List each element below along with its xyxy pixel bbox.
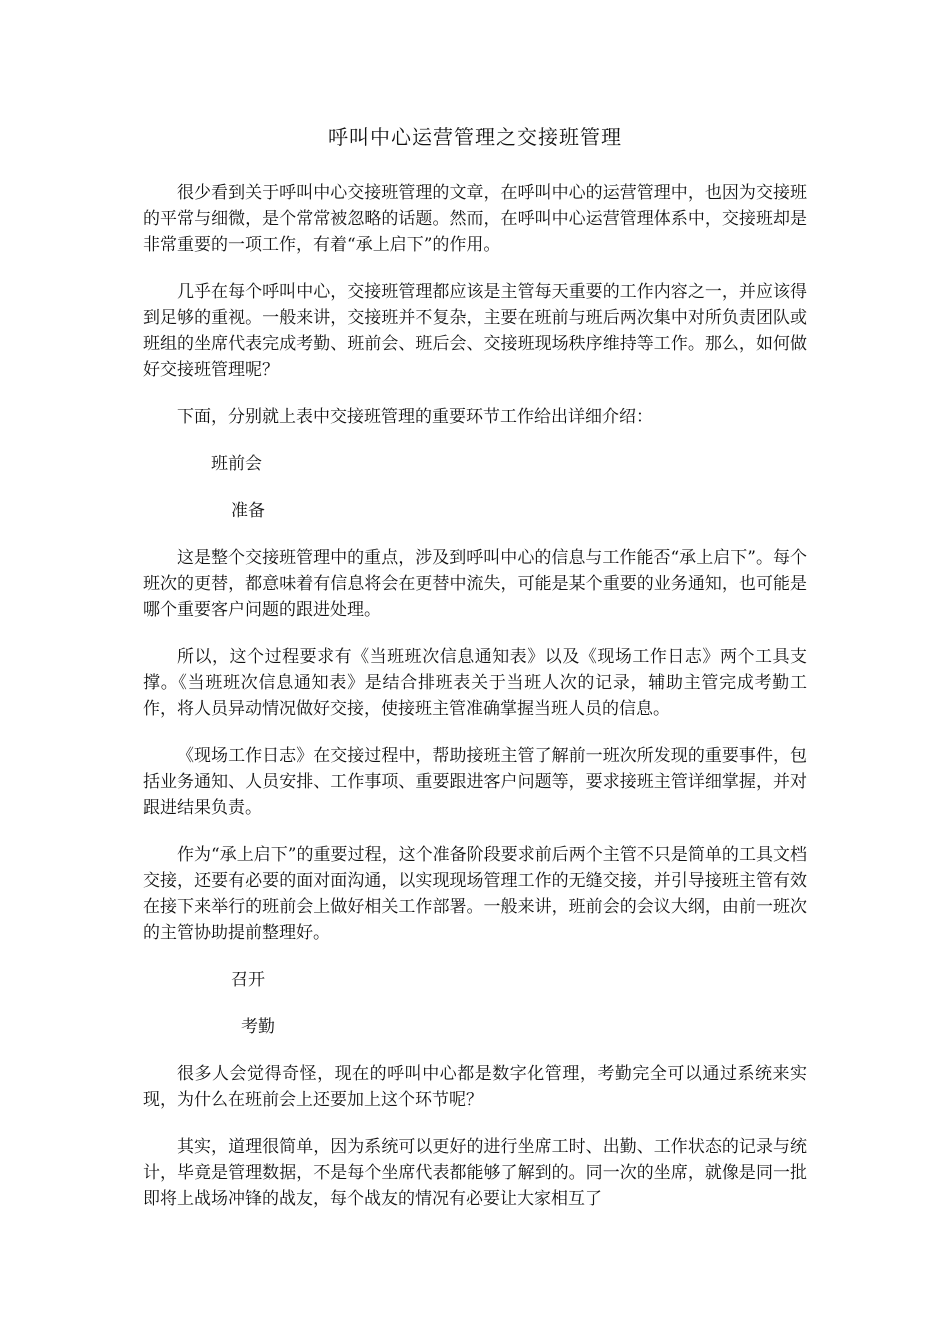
- paragraph-intro: 很少看到关于呼叫中心交接班管理的文章，在呼叫中心的运营管理中，也因为交接班的平常与细微，是个常常被忽略的话题。然而，在呼叫中心运营管理体系中，交接班却是非常重要的一项工作，有着“承上启下”的作用。: [143, 183, 807, 255]
- paragraph-tools: 所以，这个过程要求有《当班班次信息通知表》以及《现场工作日志》两个工具支撑。《当班班次信息通知表》是结合排班表关于当班人次的记录，辅助主管完成考勤工作，将人员异动情况做好交接，使接班主管准确掌握当班人员的信息。: [143, 647, 807, 719]
- heading-banqianhui: 班前会: [211, 454, 262, 474]
- paragraph-attendance-reason: 其实，道理很简单，因为系统可以更好的进行坐席工时、出勤、工作状态的记录与统计，毕竟是管理数据，不是每个坐席代表都能够了解到的。同一次的坐席，就像是同一批即将上战场冲锋的战友，每个战友的情况有必要让大家相互了: [143, 1137, 807, 1209]
- document-body: [143, 180, 807, 1233]
- paragraph-preparation: 这是整个交接班管理中的重点，涉及到呼叫中心的信息与工作能否“承上启下”。每个班次的更替，都意味着有信息将会在更替中流失，可能是某个重要的业务通知，也可能是哪个重要客户问题的跟进处理。: [143, 548, 807, 620]
- paragraph-worklog: 《现场工作日志》在交接过程中，帮助接班主管了解前一班次所发现的重要事件，包括业务通知、人员安排、工作事项、重要跟进客户问题等，要求接班主管详细掌握，并对跟进结果负责。: [143, 746, 807, 818]
- heading-zhunbei: 准备: [231, 501, 265, 521]
- paragraph-attendance-question: 很多人会觉得奇怪，现在的呼叫中心都是数字化管理，考勤完全可以通过系统来实现，为什么在班前会上还要加上这个环节呢？: [143, 1064, 807, 1110]
- paragraph-overview: 下面，分别就上表中交接班管理的重要环节工作给出详细介绍：: [177, 407, 653, 427]
- paragraph-handover: 作为“承上启下”的重要过程，这个准备阶段要求前后两个主管不只是简单的工具文档交接，还要有必要的面对面沟通，以实现现场管理工作的无缝交接，并引导接班主管有效在接下来举行的班前会上做好相关工作部署。一般来讲，班前会的会议大纲，由前一班次的主管协助提前整理好。: [143, 845, 807, 943]
- document-title: 呼叫中心运营管理之交接班管理: [328, 125, 622, 149]
- heading-kaoqin: 考勤: [241, 1017, 275, 1037]
- paragraph-importance: 几乎在每个呼叫中心，交接班管理都应该是主管每天重要的工作内容之一，并应该得到足够的重视。一般来讲，交接班并不复杂，主要在班前与班后两次集中对所负责团队或班组的坐席代表完成考勤、班前会、班后会、交接班现场秩序维持等工作。那么，如何做好交接班管理呢？: [143, 282, 807, 380]
- heading-zhaokai: 召开: [231, 970, 265, 990]
